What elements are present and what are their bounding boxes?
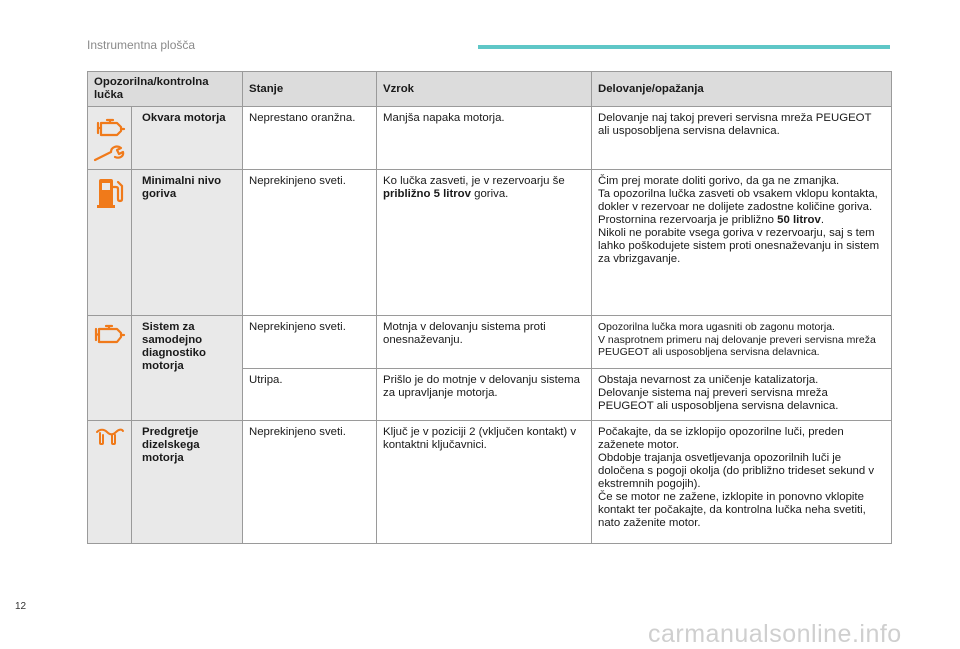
icon-cell: [88, 316, 132, 421]
light-name: Sistem za samodejno diagnostiko motorja: [132, 316, 243, 421]
column-header-cause: Vzrok: [377, 72, 592, 107]
action-text: Prostornina rezervoarja je približno: [598, 214, 778, 226]
action-cell: Delovanje naj takoj preveri servisna mreža PEUGEOT ali usposobljena servisna delavnica.: [592, 107, 892, 170]
column-header-state: Stanje: [243, 72, 377, 107]
action-cell: [592, 369, 892, 421]
icon-cell: [88, 107, 132, 170]
table-row: [88, 170, 892, 316]
light-name: Minimalni nivo goriva: [132, 170, 243, 316]
cause-cell: Motnja v delovanju sistema proti onesnaževanju.: [377, 316, 592, 369]
action-bold-text: 50 litrov: [777, 214, 821, 226]
warning-lights-table: [87, 71, 892, 544]
page-number: 12: [15, 601, 27, 612]
icon-cell: [88, 421, 132, 544]
action-line: Obdobje trajanja osvetljevanja opozorilnih luči je določena s pogoji okolja (do približno trideset sekund v ekstremnih pogojih).: [598, 452, 875, 490]
action-text-end: .: [820, 214, 825, 226]
action-line: Počakajte, da se izklopijo opozorilne luči, preden zaženete motor.: [598, 426, 844, 451]
table-row: [88, 316, 892, 369]
column-header-light: Opozorilna/kontrolna lučka: [88, 72, 243, 107]
cause-cell: Manjša napaka motorja.: [377, 107, 592, 170]
table-row: [88, 421, 892, 544]
action-cell: [592, 421, 892, 544]
state-cell: Neprekinjeno sveti.: [243, 421, 377, 544]
icon-cell: [88, 170, 132, 316]
action-line: [598, 214, 885, 227]
state-cell: Neprekinjeno sveti.: [243, 316, 377, 369]
light-name: Predgretje dizelskega motorja: [132, 421, 243, 544]
cause-cell: Ključ je v poziciji 2 (vključen kontakt) v kontaktni ključavnici.: [377, 421, 592, 544]
engine-fault-wrench-icon: [88, 114, 131, 164]
section-title: Instrumentna plošča: [87, 38, 196, 52]
cause-cell: [377, 170, 592, 316]
state-cell: Neprekinjeno sveti.: [243, 170, 377, 316]
action-line: Če se motor ne zažene, izklopite in ponovno vklopite kontakt ter počakajte, da kontrolna lučka neha svetiti, nato zaženite motor.: [598, 491, 866, 529]
glow-plug-icon: [88, 428, 131, 446]
action-cell: [592, 170, 892, 316]
action-line: Obstaja nevarnost za uničenje katalizatorja.: [598, 374, 819, 386]
cause-bold-text: približno 5 litrov: [383, 188, 471, 200]
light-name: Okvara motorja: [132, 107, 243, 170]
action-cell: [592, 316, 892, 369]
action-line: Delovanje sistema naj preveri servisna mreža PEUGEOT ali usposobljena servisna delavnica.: [598, 387, 839, 412]
action-line: Opozorilna lučka mora ugasniti ob zagonu motorja.: [598, 321, 835, 333]
fuel-pump-icon: [88, 177, 131, 209]
column-header-action: Delovanje/opažanja: [592, 72, 892, 107]
cause-text: Ko lučka zasveti, je v rezervoarju še: [383, 175, 565, 187]
cause-cell: Prišlo je do motnje v delovanju sistema za upravljanje motorja.: [377, 369, 592, 421]
table-header-row: [88, 72, 892, 107]
action-line: Čim prej morate doliti gorivo, da ga ne zmanjka.: [598, 175, 840, 187]
engine-check-icon: [88, 323, 131, 347]
state-cell: Neprestano oranžna.: [243, 107, 377, 170]
cause-text-end: goriva.: [470, 188, 509, 200]
header-accent-bar: [478, 45, 890, 49]
action-line: Nikoli ne porabite vsega goriva v rezervoarju, saj s tem lahko poškodujete sistem proti onesnaževanju in sistem za vbrizgavanje.: [598, 227, 880, 265]
action-line: V nasprotnem primeru naj delovanje preveri servisna mreža PEUGEOT ali usposobljena servisna delavnica.: [598, 333, 876, 358]
table-row: [88, 107, 892, 170]
state-cell: Utripa.: [243, 369, 377, 421]
watermark: carmanualsonline.info: [648, 620, 902, 648]
action-line: Ta opozorilna lučka zasveti ob vsakem vklopu kontakta, dokler v rezervoar ne dolijete zadostne količine goriva.: [598, 188, 878, 213]
